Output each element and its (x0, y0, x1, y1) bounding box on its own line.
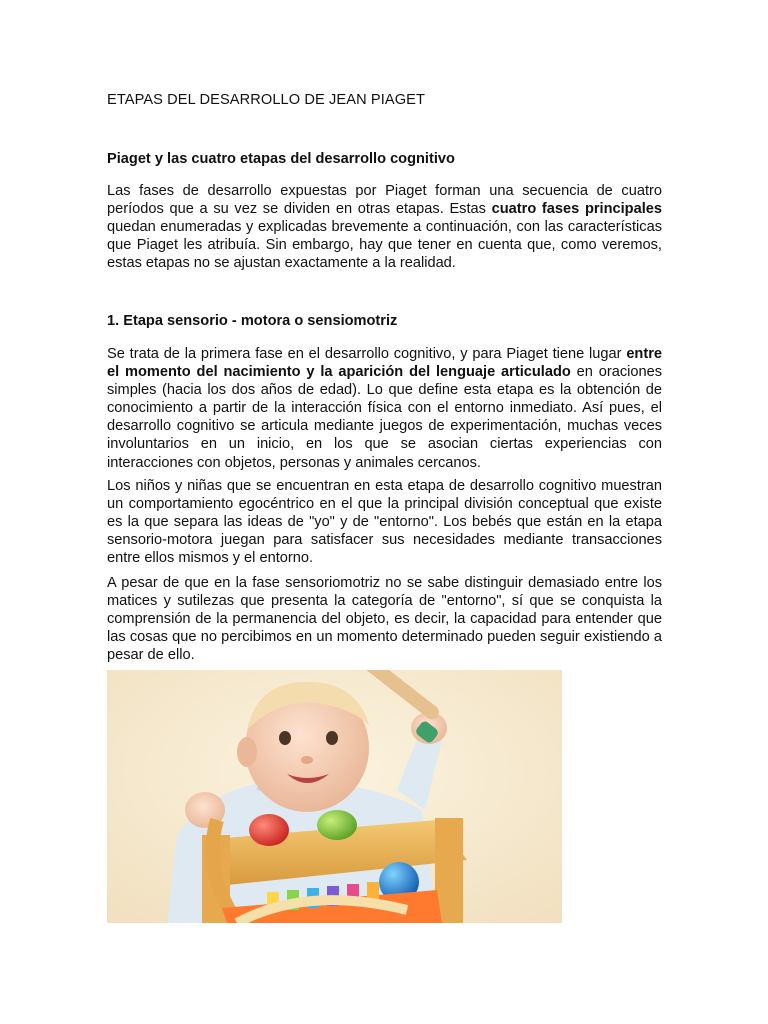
intro-text-2: quedan enumeradas y explicadas brevemente a continuación, con las características que Piaget les atribuía. Sin embargo, hay que tener en cuenta que, como veremos, estas etapas no se ajustan exactamente a la realidad. (107, 219, 662, 272)
stage1-paragraph-2: Los niños y niñas que se encuentran en esta etapa de desarrollo cognitivo muestran un comportamiento egocéntrico en el que la principal división conceptual que existe es la que separa las ideas de "yo" y de "entorno". Los bebés que están en la etapa sensorio-motora juegan para satisfacer sus necesidades mediante transacciones entre ellos mismos y el entorno. (107, 478, 662, 567)
stage1-paragraph-1 (107, 345, 662, 472)
stage1-p1-text-2: en oraciones simples (hacia los dos años de edad). Lo que define esta etapa es la obtención de conocimiento a partir de la interacción física con el entorno inmediato. Así pues, el desarrollo cognitivo se articula mediante juegos de experimentación, muchas veces involuntarios en un inicio, en los que se asocian ciertas experiencias con interacciones con objetos, personas y animales cercanos. (107, 364, 663, 471)
stage1-p1-text-1: Se trata de la primera fase en el desarrollo cognitivo, y para Piaget tiene lugar (107, 346, 627, 362)
baby-with-hammer-toy-photo-icon (107, 670, 562, 923)
stage1-p1-bold-1: entre el momento del nacimiento y la aparición del lenguaje articulado (107, 346, 662, 381)
intro-bold-1: cuatro fases principales (491, 201, 662, 218)
stage1-paragraph-3: A pesar de que en la fase sensoriomotriz no se sabe distinguir demasiado entre los matices y sutilezas que presenta la categoría de "entorno", sí que se conquista la comprensión de la permanencia del objeto, es decir, la capacidad para entender que las cosas que no percibimos en un momento determinado pueden seguir existiendo a pesar de ello. (107, 575, 662, 664)
intro-paragraph (107, 182, 662, 272)
stage1-heading: 1. Etapa sensorio - motora o sensiomotriz (107, 313, 398, 329)
baby-photo (107, 670, 562, 923)
intro-heading: Piaget y las cuatro etapas del desarrollo cognitivo (107, 151, 455, 167)
document-title: ETAPAS DEL DESARROLLO DE JEAN PIAGET (107, 92, 425, 108)
intro-text-1: Las fases de desarrollo expuestas por Piaget forman una secuencia de cuatro períodos que a su vez se dividen en otras etapas. Estas (107, 183, 662, 218)
